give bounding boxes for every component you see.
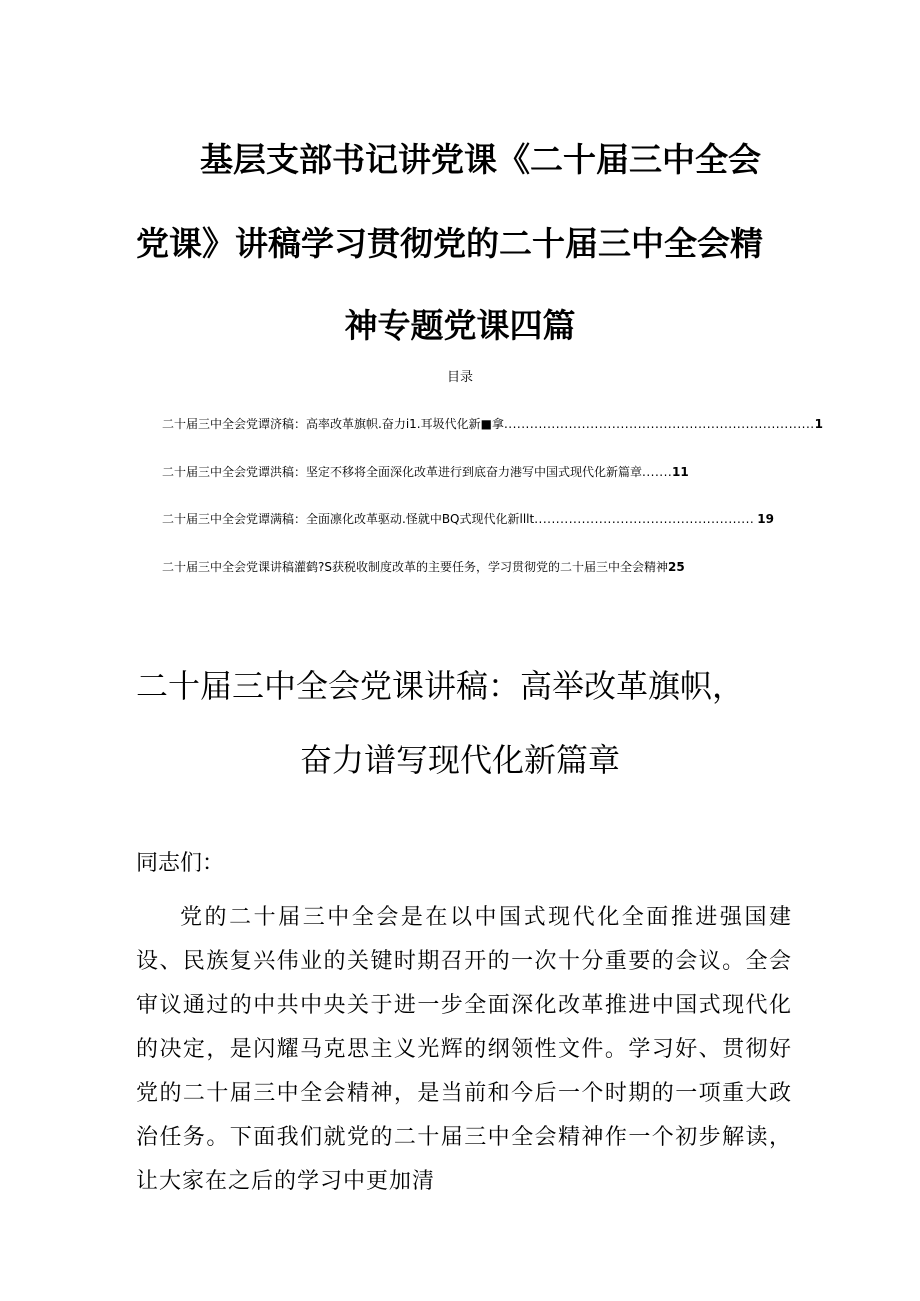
document-title-line-2: 党课》讲稿学习贯彻党的二十届三中全会精: [136, 224, 763, 263]
toc-entry-text: 二十届三中全会党谭济稿：高率改革旗帜.奋力i1.耳圾代化新■拿: [162, 417, 504, 431]
toc-entry-page: 11: [672, 465, 689, 479]
toc-entry[interactable]: [162, 557, 742, 577]
toc-entry-leader: ...................................................: [534, 512, 755, 526]
toc-entry-page: 25: [668, 560, 685, 574]
toc-entry-leader: ........: [642, 465, 677, 479]
toc-entry-page: 19: [757, 512, 774, 526]
document-title-line-1: 基层支部书记讲党课《二十届三中全会: [200, 140, 761, 179]
toc-heading: 目录: [446, 370, 473, 385]
toc-entry-text: 二十届三中全会党谭洪稿：坚定不移将全面深化改革进行到底奋力港写中国式现代化新篇章: [162, 465, 643, 479]
toc-entry[interactable]: [162, 462, 732, 482]
toc-entry[interactable]: [162, 509, 774, 529]
section-title-line-2: 奋力谱写现代化新篇章: [299, 741, 620, 779]
section-title-line-1: 二十届三中全会党课讲稿：高举改革旗帜，: [136, 667, 745, 705]
toc-entry[interactable]: [162, 414, 823, 434]
greeting: 同志们：: [136, 851, 225, 876]
body-paragraph: 党的二十届三中全会是在以中国式现代化全面推进强国建设、民族复兴伟业的关键时期召开的一次十分重要的会议。全会审议通过的中共中央关于进一步全面深化改革推进中国式现代化的决定，是闪耀马克思主义光辉的纲领性文件。学习好、贯彻好党的二十届三中全会精神，是当前和今后一个时期的一项重大政治任务。下面我们就党的二十届三中全会精神作一个初步解读，让大家在之后的学习中更加清: [136, 905, 792, 1194]
document-title-line-3: 神专题党课四篇: [344, 306, 576, 345]
toc-entry-text: 二十届三中全会党谭满稿：全面凛化改革驱动.怪就中BQ式现代化新lllt: [162, 512, 535, 526]
toc-entry-leader: ........................................................................: [503, 417, 815, 431]
toc-entry-page: 1: [814, 417, 823, 431]
toc-entry-text: 二十届三中全会党课讲稿灌鹤?S获税收制度改革的主要任务，学习贯彻党的二十届三中全会精神: [162, 560, 668, 574]
